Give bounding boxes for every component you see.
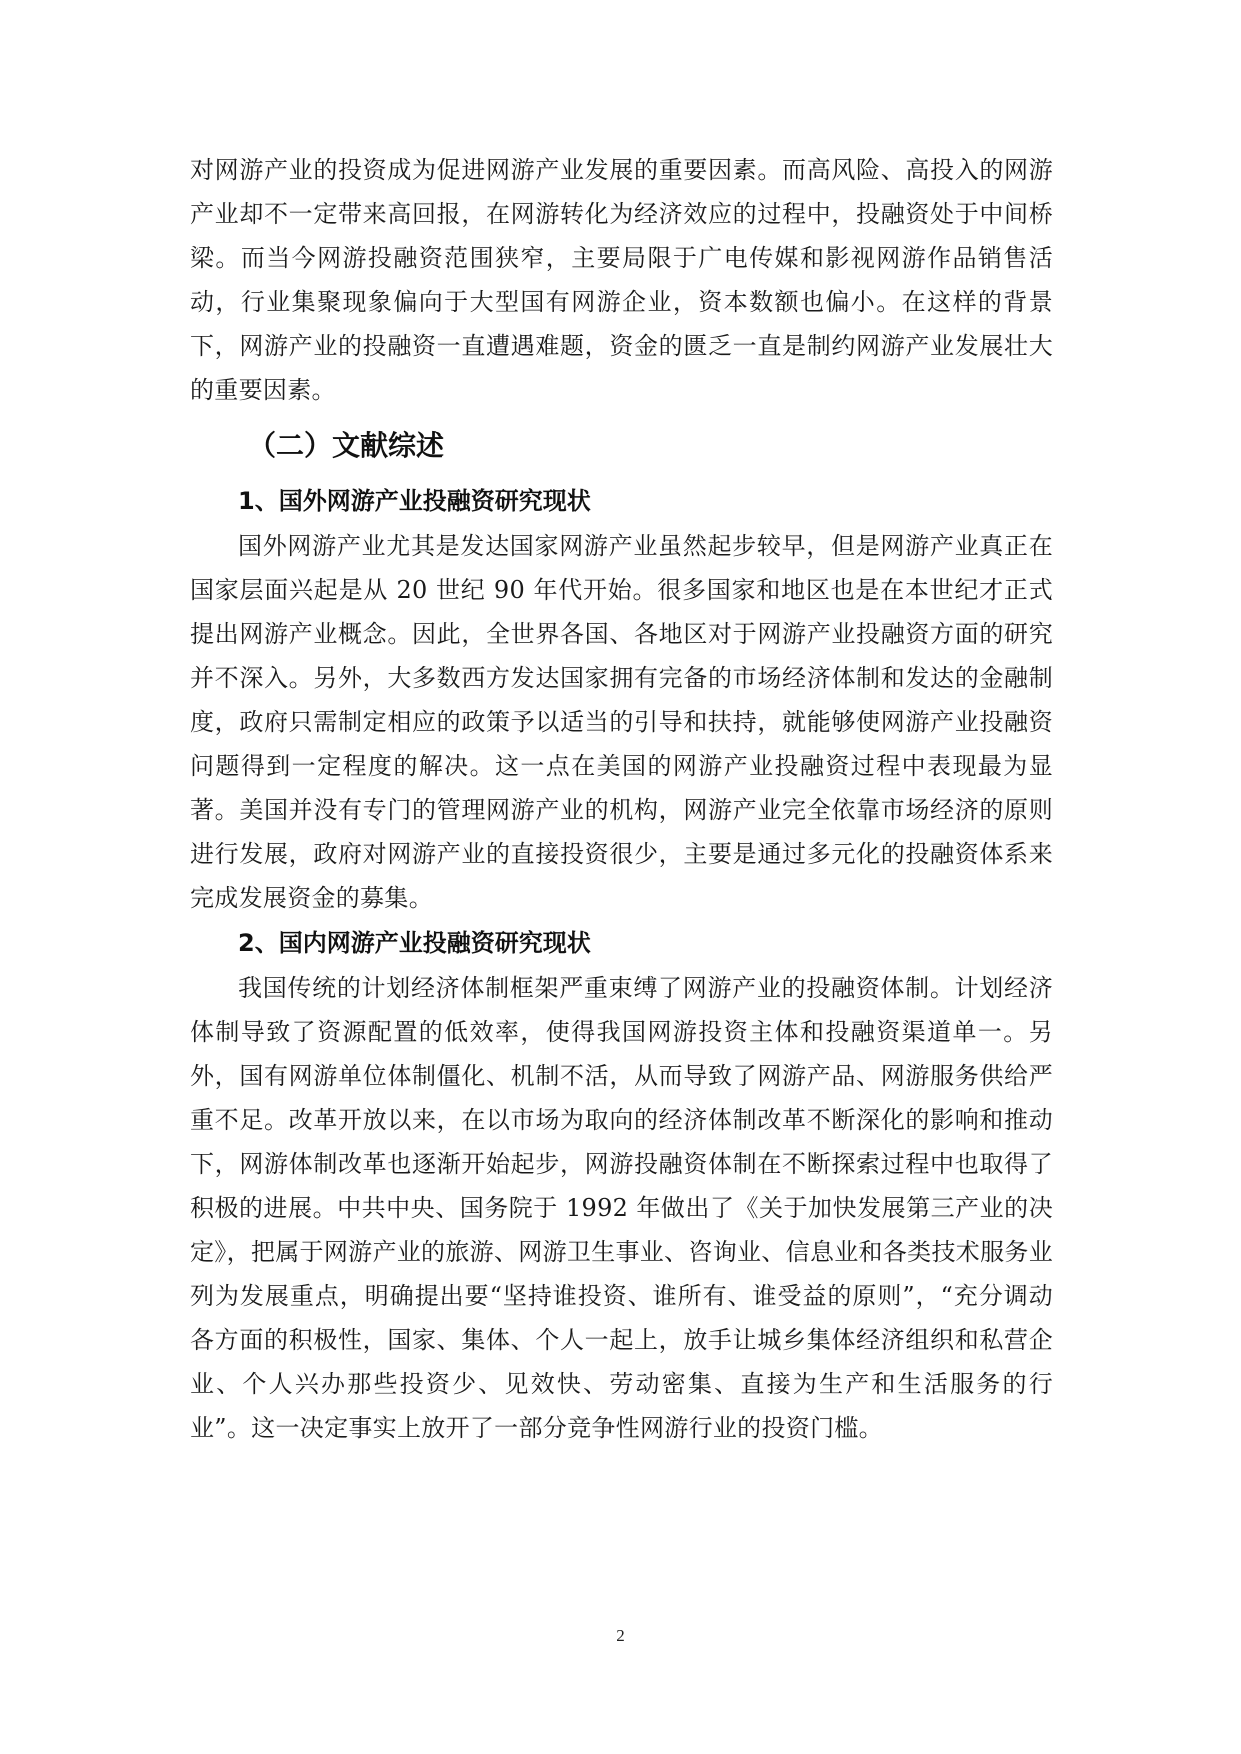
subsection-1-heading: 1、国外网游产业投融资研究现状 — [238, 487, 591, 515]
document-body — [190, 148, 1053, 1450]
subsection-1-paragraph: 国外网游产业尤其是发达国家网游产业虽然起步较早，但是网游产业真正在国家层面兴起是从 20 世纪 90 年代开始。很多国家和地区也是在本世纪才正式提出网游产业概念。因此，全世界各国、各地区对于网游产业投融资方面的研究并不深入。另外，大多数西方发达国家拥有完备的市场经济体制和发达的金融制度，政府只需制定相应的政策予以适当的引导和扶持，就能够使网游产业投融资问题得到一定程度的解决。这一点在美国的网游产业投融资过程中表现最为显著。美国并没有专门的管理网游产业的机构，网游产业完全依靠市场经济的原则进行发展，政府对网游产业的直接投资很少，主要是通过多元化的投融资体系来完成发展资金的募集。 — [190, 532, 1053, 912]
intro-paragraph: 对网游产业的投资成为促进网游产业发展的重要因素。而高风险、高投入的网游产业却不一定带来高回报，在网游转化为经济效应的过程中，投融资处于中间桥梁。而当今网游投融资范围狭窄，主要局限于广电传媒和影视网游作品销售活动，行业集聚现象偏向于大型国有网游企业，资本数额也偏小。在这样的背景下，网游产业的投融资一直遭遇难题，资金的匮乏一直是制约网游产业发展壮大的重要因素。 — [190, 156, 1053, 404]
subsection-2-heading: 2、国内网游产业投融资研究现状 — [238, 929, 591, 957]
page-number: 2 — [616, 1626, 625, 1645]
subsection-2-paragraph: 我国传统的计划经济体制框架严重束缚了网游产业的投融资体制。计划经济体制导致了资源配置的低效率，使得我国网游投资主体和投融资渠道单一。另外，国有网游单位体制僵化、机制不活，从而导致了网游产品、网游服务供给严重不足。改革开放以来，在以市场为取向的经济体制改革不断深化的影响和推动下，网游体制改革也逐渐开始起步，网游投融资体制在不断探索过程中也取得了积极的进展。中共中央、国务院于 1992 年做出了《关于加快发展第三产业的决定》，把属于网游产业的旅游、网游卫生事业、咨询业、信息业和各类技术服务业列为发展重点，明确提出要“坚持谁投资、谁所有、谁受益的原则”，“充分调动各方面的积极性，国家、集体、个人一起上，放手让城乡集体经济组织和私营企业、个人兴办那些投资少、见效快、劳动密集、直接为生产和生活服务的行业”。这一决定事实上放开了一部分竞争性网游行业的投资门槛。 — [190, 974, 1053, 1442]
section-heading: （二）文献综述 — [248, 429, 445, 462]
